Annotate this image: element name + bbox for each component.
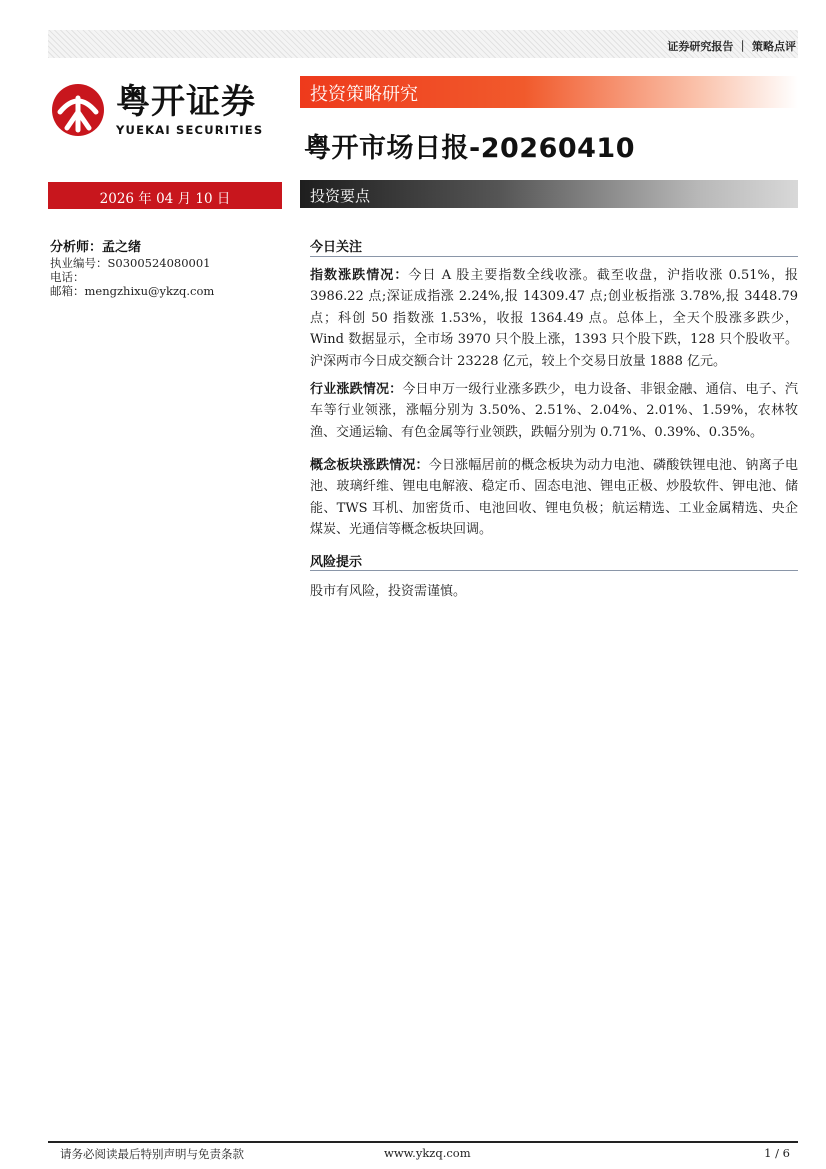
- logo-name-en: YUEKAI SECURITIES: [116, 123, 264, 137]
- risk-text: 股市有风险，投资需谨慎。: [310, 584, 467, 599]
- logo-name-cn: 粤开证券: [116, 82, 256, 122]
- section-divider: [310, 570, 798, 571]
- key-points-bar: [300, 180, 798, 208]
- paragraph-label: 概念板块涨跌情况：: [310, 458, 429, 473]
- footer-disclaimer: 请务必阅读最后特别声明与免责条款: [60, 1147, 244, 1161]
- report-date: 2026 年 04 月 10 日: [99, 191, 231, 207]
- section-heading-focus: 今日关注: [310, 240, 363, 255]
- banner-label: 投资策略研究: [310, 84, 418, 105]
- footer-website-link[interactable]: www.ykzq.com: [384, 1146, 471, 1160]
- analyst-license: 执业编号：S0300524080001: [50, 256, 211, 270]
- page-number: 1 / 6: [764, 1146, 790, 1160]
- paragraph-concept: [310, 455, 798, 541]
- page-title: 粤开市场日报-20260410: [304, 133, 635, 164]
- paragraph-index: [310, 265, 798, 372]
- paragraph-text: 今日 A 股主要指数全线收涨。截至收盘，沪指收涨 0.51%，报 3986.22 点;深证成指涨 2.24%,报 14309.47 点;创业板指涨 3.78%,报 3448.79 点；科创 50 指数涨 1.53%，收报 1364.49 点。总体上，全天个股涨多跌少，Wind 数据显示，全市场 3970 只个股上涨，1393 只个股下跌，128 只个股收平。沪深两市今日成交额合计 23228 亿元，较上个交易日放量 1888 亿元。: [310, 268, 798, 369]
- section-heading-risk: 风险提示: [310, 555, 363, 570]
- key-points-label: 投资要点: [310, 187, 371, 205]
- paragraph-text: 今日申万一级行业涨多跌少，电力设备、非银金融、通信、电子、汽车等行业领涨，涨幅分别为 3.50%、2.51%、2.04%、2.01%、1.59%，农林牧渔、交通运输、有色金属等行业领跌，跌幅分别为 0.71%、0.39%、0.35%。: [310, 382, 798, 440]
- paragraph-industry: [310, 379, 798, 443]
- paragraph-label: 行业涨跌情况：: [310, 382, 403, 397]
- paragraph-text: 今日涨幅居前的概念板块为动力电池、磷酸铁锂电池、钠离子电池、玻璃纤维、锂电电解液、稳定币、固态电池、锂电正极、炒股软件、钾电池、储能、TWS 耳机、加密货币、电池回收、锂电负极；航运精选、工业金属精选、央企煤炭、光通信等概念板块回调。: [310, 458, 798, 538]
- analyst-name: 分析师：孟之绪: [50, 240, 142, 255]
- analyst-phone: 电话：: [50, 270, 85, 284]
- paragraph-label: 指数涨跌情况：: [310, 268, 409, 283]
- section-divider: [310, 256, 798, 257]
- company-logo: [50, 82, 290, 142]
- analyst-email: 邮箱：mengzhixu@ykzq.com: [50, 284, 215, 298]
- logo-emblem-icon: [50, 82, 106, 138]
- footer-divider: [48, 1141, 798, 1143]
- report-category: 证券研究报告 ｜ 策略点评: [667, 40, 796, 53]
